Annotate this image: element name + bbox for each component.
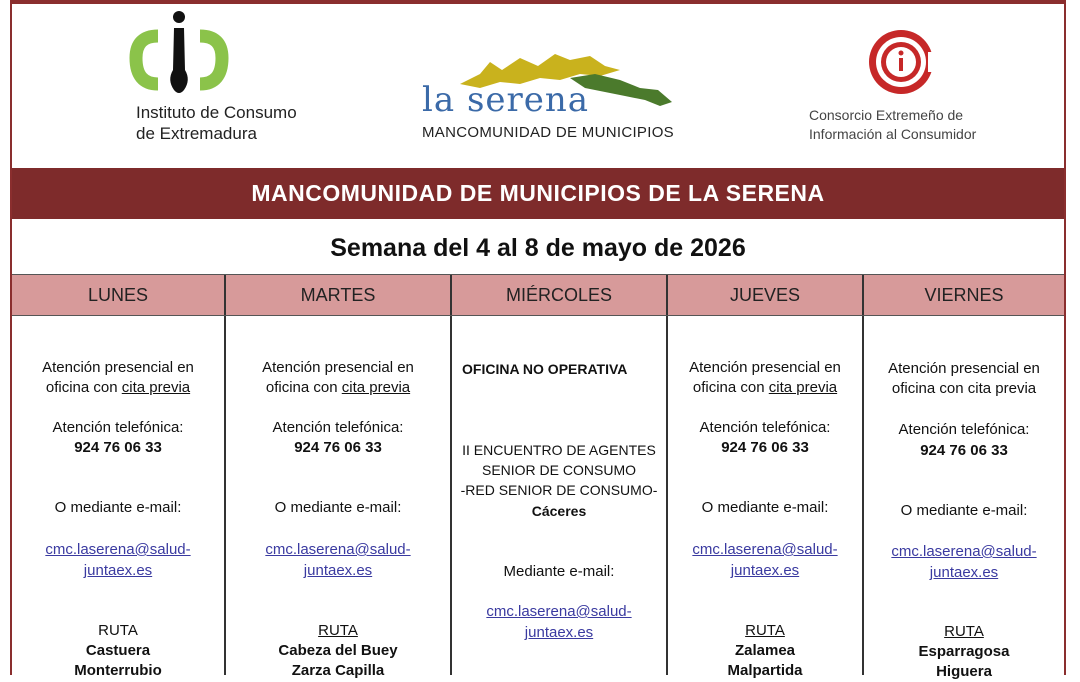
event-line1: II ENCUENTRO DE AGENTES: [462, 442, 656, 458]
email-link-part2[interactable]: juntaex.es: [83, 562, 153, 579]
email-link[interactable]: [12, 540, 224, 560]
email-link-part2[interactable]: juntaex.es: [524, 624, 594, 641]
email-label: O mediante e-mail:: [54, 499, 182, 516]
email-link[interactable]: [226, 540, 450, 560]
email-link-cont[interactable]: [864, 563, 1064, 583]
route-town2: Monterrubio: [74, 662, 162, 679]
email-link[interactable]: [864, 542, 1064, 562]
ice-logo: [128, 6, 328, 156]
day-header-row: [12, 274, 1064, 316]
day-wednesday: MIÉRCOLES: [452, 275, 668, 315]
phone-number: 924 76 06 33: [721, 439, 809, 456]
email-link-part1[interactable]: cmc.laserena@salud-: [486, 603, 632, 620]
route-label: RUTA: [318, 622, 358, 639]
cei-line1: Consorcio Extremeño de: [809, 107, 964, 123]
column-friday: [864, 316, 1064, 680]
route-town1: Castuera: [85, 642, 151, 659]
email-link-cont[interactable]: [668, 561, 862, 581]
route-label: RUTA: [745, 622, 785, 639]
column-tuesday: [226, 316, 452, 679]
email-link[interactable]: [668, 540, 862, 560]
event-location: Cáceres: [531, 503, 587, 519]
day-thursday: JUEVES: [668, 275, 864, 315]
cei-line2: Información al Consumidor: [809, 126, 977, 142]
ice-logo-text: [136, 102, 297, 144]
email-label: O mediante e-mail:: [701, 499, 829, 516]
cei-logo-text: [809, 106, 976, 144]
email-link-part2[interactable]: juntaex.es: [303, 562, 373, 579]
ice-line1: Instituto de Consumo: [136, 103, 297, 122]
ice-line2: de Extremadura: [136, 124, 257, 143]
attendance-line2: oficina con cita previa: [891, 380, 1037, 397]
route-town2: Malpartida: [727, 662, 803, 679]
la-serena-logo: [420, 44, 690, 154]
email-label: O mediante e-mail:: [274, 499, 402, 516]
email-link-part1[interactable]: cmc.laserena@salud-: [45, 541, 191, 558]
la-serena-wordmark: la serena: [422, 80, 590, 120]
email-link-part1[interactable]: cmc.laserena@salud-: [891, 543, 1037, 560]
phone-number: 924 76 06 33: [294, 439, 382, 456]
attendance-line1: Atención presencial en: [689, 359, 841, 376]
route-town1: Cabeza del Buey: [278, 642, 398, 659]
attendance-prefix: oficina con: [692, 379, 769, 396]
phone-label: Atención telefónica:: [52, 419, 184, 436]
day-friday: VIERNES: [924, 284, 1004, 305]
attendance-line1: Atención presencial en: [888, 360, 1040, 377]
column-wednesday: [452, 316, 668, 675]
attendance-line1: Atención presencial en: [42, 359, 194, 376]
route-label: RUTA: [98, 622, 138, 639]
phone-label: Atención telefónica:: [272, 419, 404, 436]
phone-number: 924 76 06 33: [920, 442, 1008, 459]
phone-number: 924 76 06 33: [74, 439, 162, 456]
route-town2: Higuera: [936, 663, 992, 680]
cita-previa: cita previa: [768, 379, 838, 396]
phone-label: Atención telefónica:: [699, 419, 831, 436]
email-link-part1[interactable]: cmc.laserena@salud-: [692, 541, 838, 558]
route-label: RUTA: [944, 623, 984, 640]
cei-logo: [800, 24, 1010, 154]
day-tuesday: MARTES: [226, 275, 452, 315]
cita-previa: cita previa: [341, 379, 411, 396]
route-town1: Esparragosa: [918, 643, 1010, 660]
column-thursday: [668, 316, 864, 679]
email-label: Mediante e-mail:: [503, 563, 615, 580]
email-link-cont[interactable]: [452, 623, 666, 643]
phone-label: Atención telefónica:: [898, 421, 1030, 438]
email-link-cont[interactable]: [12, 561, 224, 581]
attendance-line1: Atención presencial en: [262, 359, 414, 376]
attendance-prefix: oficina con: [45, 379, 122, 396]
event-line3: -RED SENIOR DE CONSUMO-: [460, 482, 658, 498]
cei-logo-mark-icon: [864, 24, 944, 104]
week-heading: Semana del 4 al 8 de mayo de 2026: [330, 233, 746, 262]
column-monday: [12, 316, 226, 679]
email-link-part2[interactable]: juntaex.es: [929, 564, 999, 581]
email-label: O mediante e-mail:: [900, 502, 1028, 519]
day-monday: LUNES: [12, 275, 226, 315]
attendance-line2: [668, 378, 862, 398]
email-link-part1[interactable]: cmc.laserena@salud-: [265, 541, 411, 558]
event-line2: SENIOR DE CONSUMO: [481, 462, 636, 478]
email-link[interactable]: [452, 602, 666, 622]
page-title: MANCOMUNIDAD DE MUNICIPIOS DE LA SERENA: [251, 180, 825, 206]
office-status: OFICINA NO OPERATIVA: [462, 361, 628, 377]
route-town2: Zarza Capilla: [291, 662, 385, 679]
attendance-prefix: oficina con: [265, 379, 342, 396]
email-link-part2[interactable]: juntaex.es: [730, 562, 800, 579]
la-serena-subtitle: MANCOMUNIDAD DE MUNICIPIOS: [422, 124, 674, 141]
email-link-cont[interactable]: [226, 561, 450, 581]
route-town1: Zalamea: [734, 642, 796, 659]
title-band: [12, 168, 1064, 219]
schedule-columns: [12, 316, 1064, 680]
attendance-line2: [226, 378, 450, 398]
cita-previa: cita previa: [121, 379, 191, 396]
attendance-line2: [12, 378, 224, 398]
ice-logo-mark-icon: [128, 6, 238, 102]
